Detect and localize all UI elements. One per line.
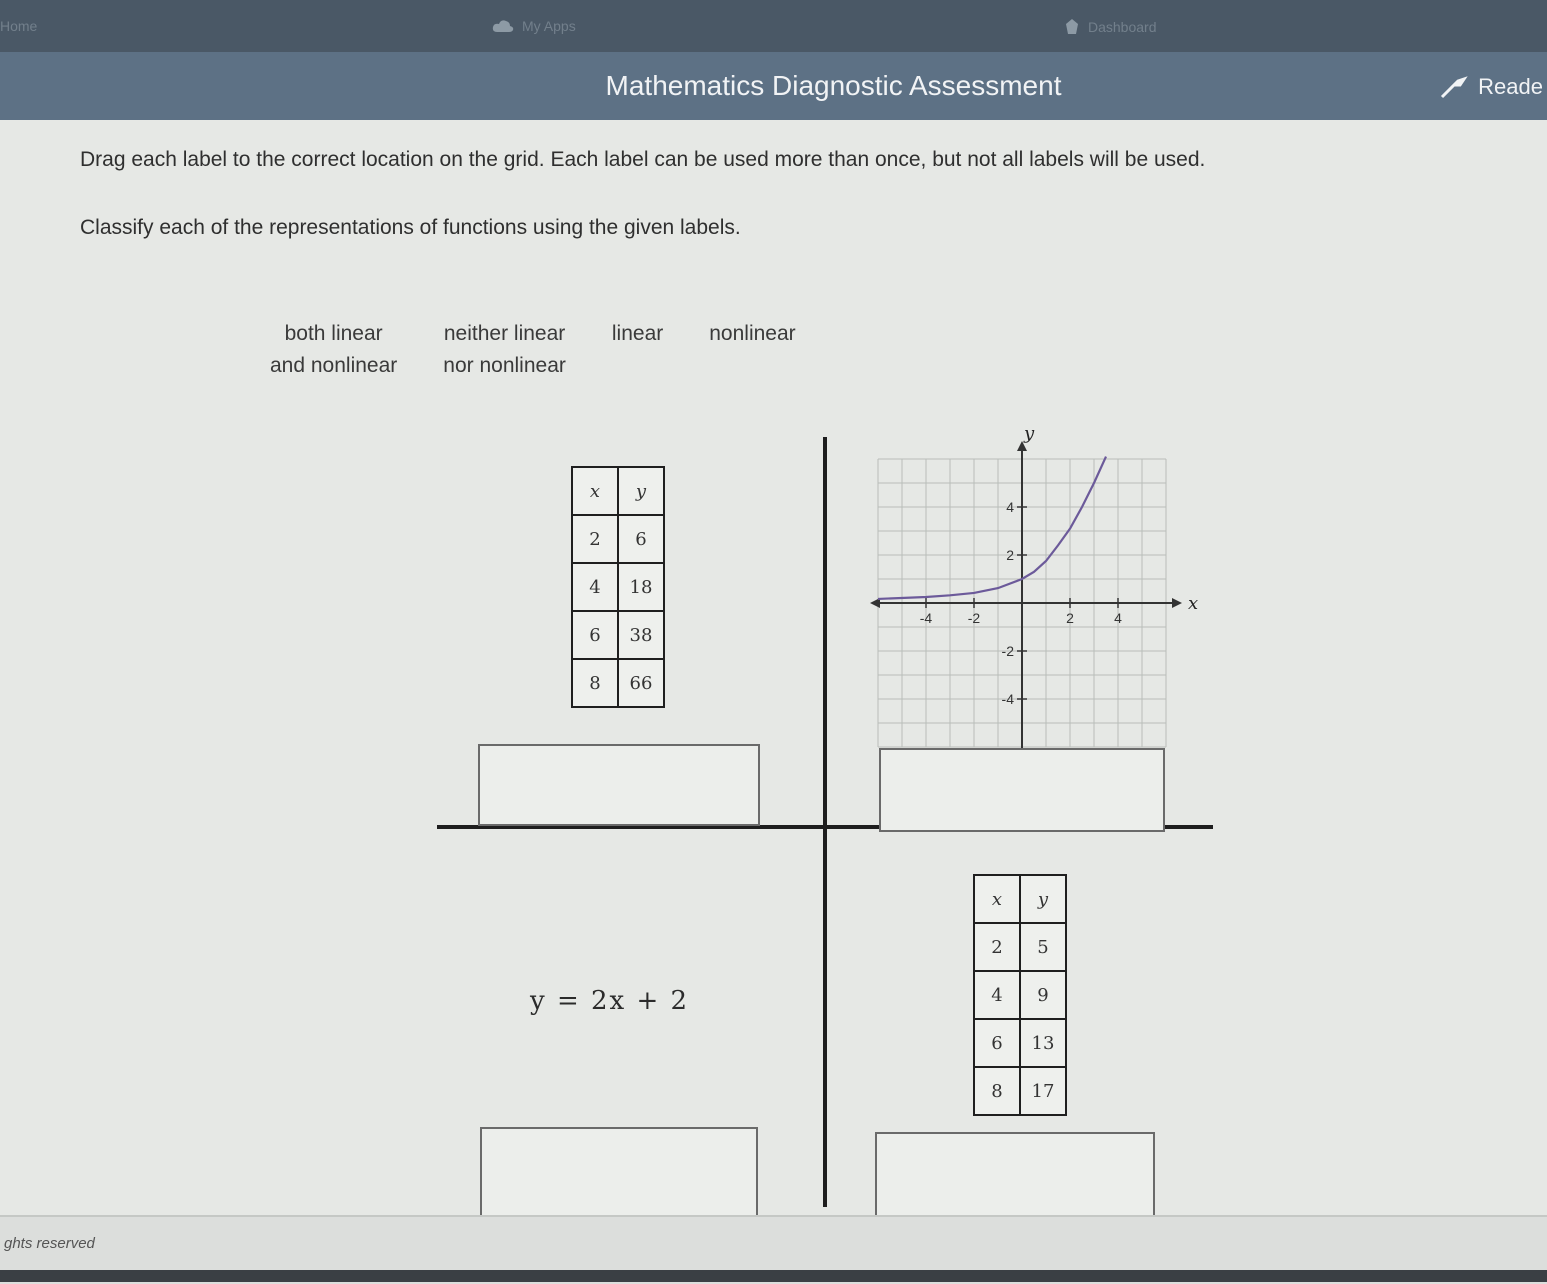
y-tick-label: -2 bbox=[1001, 643, 1014, 659]
top-nav-bar bbox=[0, 0, 1547, 52]
table-cell: 6 bbox=[618, 515, 664, 563]
label-text-line1: neither linear bbox=[443, 322, 566, 345]
table-cell: 2 bbox=[572, 515, 618, 563]
x-axis-arrow bbox=[1172, 598, 1182, 608]
graph-y-label: y bbox=[1024, 423, 1035, 444]
x-tick-label: 2 bbox=[1066, 610, 1074, 626]
table-cell: 8 bbox=[572, 659, 618, 707]
screen-bezel bbox=[0, 1270, 1547, 1282]
page-title: Mathematics Diagnostic Assessment bbox=[605, 70, 1062, 101]
label-text: linear bbox=[611, 322, 664, 345]
table-row bbox=[572, 611, 664, 659]
table-cell: 6 bbox=[974, 1019, 1020, 1067]
table-cell: 2 bbox=[974, 923, 1020, 971]
label-text-line2: nor nonlinear bbox=[443, 354, 566, 377]
table-cell: 17 bbox=[1020, 1067, 1066, 1115]
table-row bbox=[974, 923, 1066, 971]
y-tick-label: 4 bbox=[1006, 499, 1014, 515]
drop-zone-graph[interactable] bbox=[879, 748, 1165, 832]
table-row bbox=[974, 1067, 1066, 1115]
instruction-classify: Classify each of the representations of functions using the given labels. bbox=[80, 216, 741, 239]
x-tick-label: 4 bbox=[1114, 610, 1122, 626]
table-row bbox=[572, 659, 664, 707]
table-cell: 5 bbox=[1020, 923, 1066, 971]
assessment-header bbox=[0, 52, 1547, 120]
home-link[interactable] bbox=[0, 18, 37, 34]
table-cell: 9 bbox=[1020, 971, 1066, 1019]
table-header-y: y bbox=[1020, 875, 1066, 923]
home-label: Home bbox=[0, 18, 38, 34]
drop-zone-equation[interactable] bbox=[480, 1127, 758, 1219]
table-cell: 6 bbox=[572, 611, 618, 659]
table-header-row bbox=[974, 875, 1066, 923]
cloud-icon bbox=[492, 19, 514, 33]
x-tick-label: -2 bbox=[967, 610, 981, 626]
equation-text: y = 2x + 2 bbox=[530, 986, 690, 1016]
label-nonlinear[interactable] bbox=[709, 318, 795, 382]
label-text-line1: both linear bbox=[284, 322, 383, 345]
x-tick-label: -4 bbox=[919, 610, 933, 626]
table-row bbox=[974, 1019, 1066, 1067]
reader-button[interactable] bbox=[1438, 74, 1543, 100]
y-tick-label: 2 bbox=[1006, 547, 1014, 563]
label-linear[interactable] bbox=[612, 318, 663, 382]
function-graph bbox=[876, 423, 1199, 746]
graph-curve bbox=[878, 457, 1106, 599]
dashboard-icon bbox=[1064, 18, 1080, 36]
table-cell: 4 bbox=[974, 971, 1020, 1019]
rights-text: ghts reserved bbox=[4, 1235, 95, 1252]
table-cell: 8 bbox=[974, 1067, 1020, 1115]
instruction-drag: Drag each label to the correct location on the grid. Each label can be used more than once, but not all labels will be used. bbox=[80, 148, 1206, 171]
reader-label: Reade bbox=[1478, 74, 1543, 99]
graph-x-label: x bbox=[1188, 593, 1199, 614]
dashboard-link[interactable] bbox=[1064, 18, 1157, 36]
label-bank bbox=[270, 318, 796, 382]
table-cell: 4 bbox=[572, 563, 618, 611]
drop-zone-table-2[interactable] bbox=[875, 1132, 1155, 1224]
table-row bbox=[572, 563, 664, 611]
y-tick-label: -4 bbox=[1001, 691, 1014, 707]
table-cell: 38 bbox=[618, 611, 664, 659]
label-both-linear-and-nonlinear[interactable] bbox=[270, 318, 397, 382]
table-cell: 13 bbox=[1020, 1019, 1066, 1067]
table-cell: 66 bbox=[618, 659, 664, 707]
grid-vertical-divider bbox=[823, 437, 827, 1207]
question-area bbox=[0, 120, 1547, 1215]
label-text: nonlinear bbox=[709, 322, 796, 345]
table-header-y: y bbox=[618, 467, 664, 515]
table-header-x: x bbox=[572, 467, 618, 515]
table-row bbox=[974, 971, 1066, 1019]
my-apps-link[interactable] bbox=[492, 18, 576, 34]
dashboard-label: Dashboard bbox=[1088, 19, 1157, 35]
table-header-row bbox=[572, 467, 664, 515]
function-table-1 bbox=[571, 466, 665, 708]
drop-zone-table-1[interactable] bbox=[478, 744, 760, 826]
wrench-icon bbox=[1438, 75, 1468, 99]
table-row bbox=[572, 515, 664, 563]
my-apps-label: My Apps bbox=[522, 18, 576, 34]
label-neither-linear-nor-nonlinear[interactable] bbox=[443, 318, 566, 382]
graph-axes bbox=[870, 441, 1182, 761]
function-table-2 bbox=[973, 874, 1067, 1116]
label-text-line2: and nonlinear bbox=[270, 354, 398, 377]
table-header-x: x bbox=[974, 875, 1020, 923]
table-cell: 18 bbox=[618, 563, 664, 611]
